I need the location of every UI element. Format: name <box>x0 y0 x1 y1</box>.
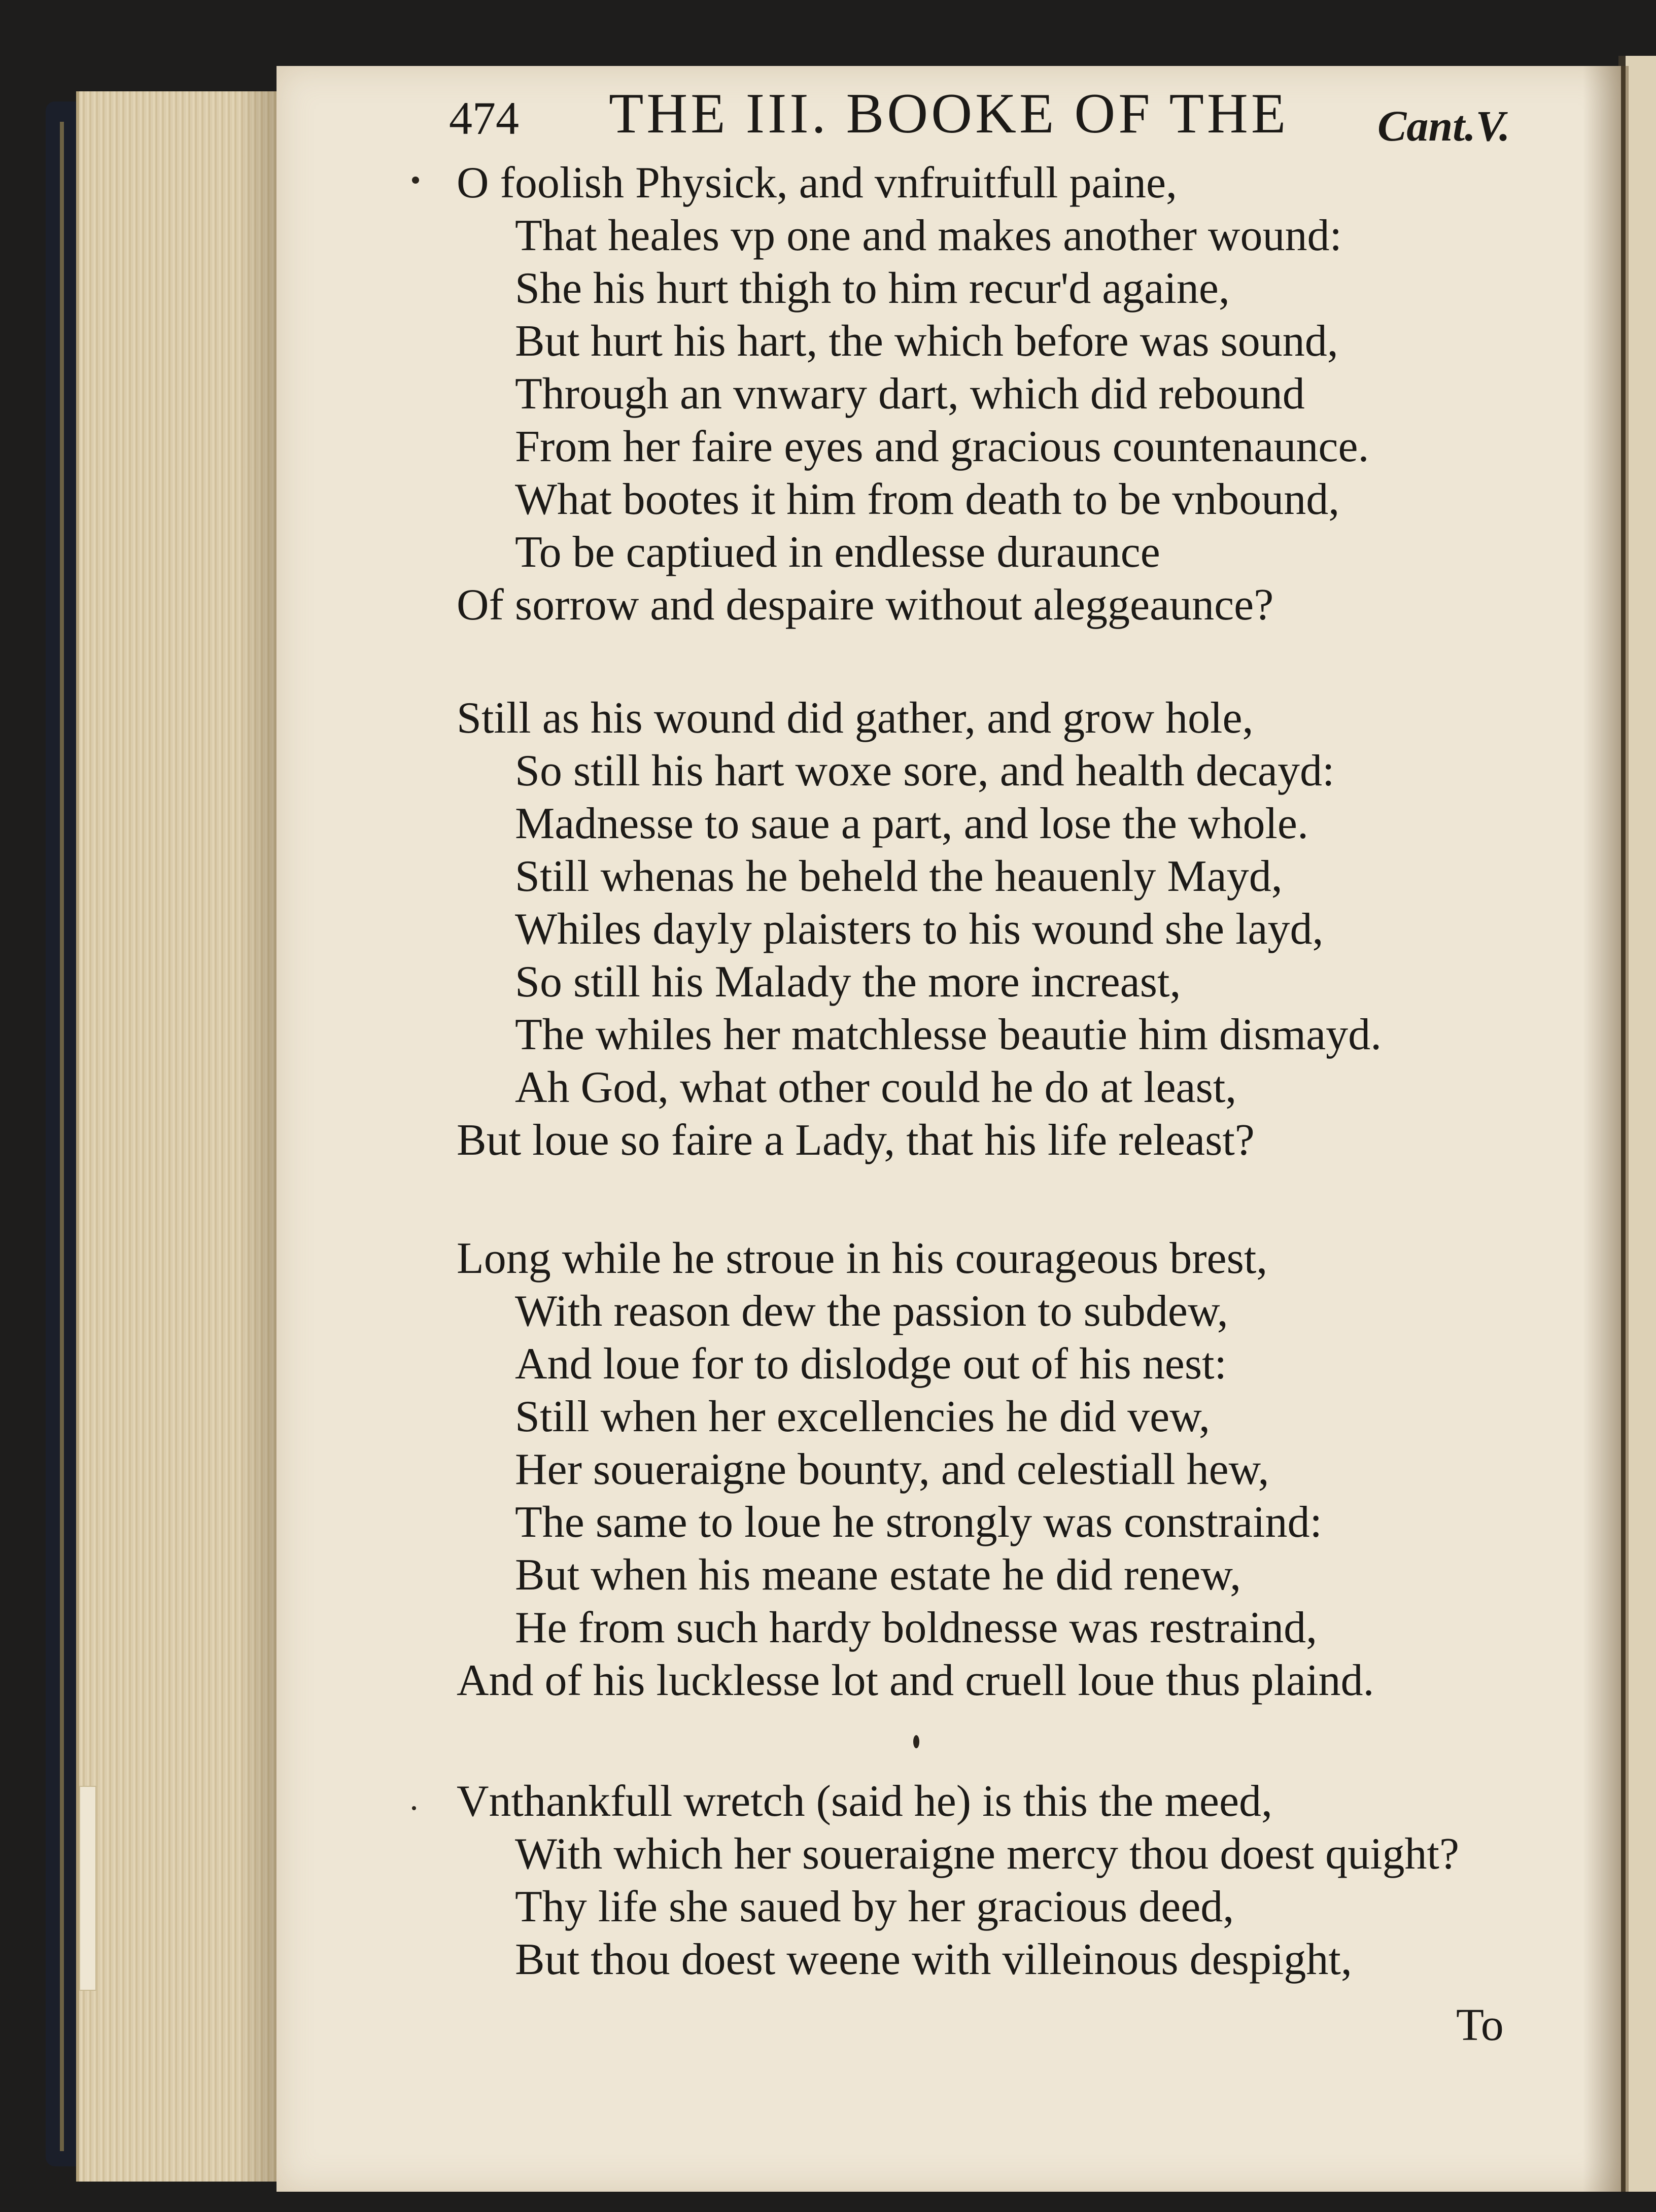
verse-line: But loue so faire a Lady, that his life releast? <box>457 1116 1255 1165</box>
verse-line: To be captiued in endlesse duraunce <box>515 528 1160 577</box>
verse-line: Thy life she saued by her gracious deed, <box>515 1882 1234 1931</box>
verse-line: Madnesse to saue a part, and lose the whole. <box>515 799 1308 848</box>
ink-speck <box>913 1735 919 1748</box>
verse-line: Through an vnwary dart, which did rebound <box>515 369 1305 419</box>
verse-line: O foolish Physick, and vnfruitfull paine, <box>457 158 1178 208</box>
verse-line: She his hurt thigh to him recur'd againe, <box>515 264 1230 313</box>
verse-line: The same to loue he strongly was constraind: <box>515 1498 1322 1547</box>
verse-line: So still his Malady the more increast, <box>515 957 1181 1007</box>
verse-line: But hurt his hart, the which before was sound, <box>515 317 1338 366</box>
verse-line: Still as his wound did gather, and grow hole, <box>457 694 1254 743</box>
verse-line: The whiles her matchlesse beautie him dismayd. <box>515 1010 1382 1059</box>
verse-line: Still when her excellencies he did vew, <box>515 1392 1211 1441</box>
verse-line: And loue for to dislodge out of his nest: <box>515 1339 1227 1389</box>
ink-speck <box>412 1806 416 1810</box>
verse-line: Of sorrow and despaire without aleggeaunce? <box>457 580 1274 630</box>
verse-line: From her faire eyes and gracious countenaunce. <box>515 422 1369 471</box>
verse-line: Whiles dayly plaisters to his wound she layd, <box>515 905 1324 954</box>
verse-line: But thou doest weene with villeinous despight, <box>515 1935 1352 1984</box>
gilt-edge-line <box>60 122 64 2151</box>
verse-line: With which her soueraigne mercy thou doest quight? <box>515 1829 1460 1879</box>
verse-line: But when his meane estate he did renew, <box>515 1550 1241 1600</box>
page-header <box>449 76 1540 150</box>
verse-line: So still his hart woxe sore, and health decayd: <box>515 746 1335 796</box>
verse-line: Long while he stroue in his courageous brest, <box>457 1234 1268 1283</box>
verse-line: That heales vp one and makes another wound: <box>515 211 1342 260</box>
verse-line: He from such hardy boldnesse was restraind, <box>515 1603 1318 1652</box>
verse-line: Vnthankfull wretch (said he) is this the meed, <box>457 1777 1273 1826</box>
page-gutter-shadow <box>1583 66 1629 2192</box>
verse-text <box>457 157 1573 2045</box>
running-head: THE III. BOOKE OF THE <box>609 82 1289 145</box>
verse-line: With reason dew the passion to subdew, <box>515 1287 1228 1336</box>
page-marker-strip <box>79 1786 96 1991</box>
verse-line: What bootes it him from death to be vnbound, <box>515 475 1340 524</box>
verse-line: And of his lucklesse lot and cruell loue thus plaind. <box>457 1656 1374 1705</box>
canto-mark: Cant.V. <box>1377 101 1510 150</box>
verse-line: Her soueraigne bounty, and celestiall hew, <box>515 1445 1269 1494</box>
catchword: To <box>1456 2000 1504 2050</box>
verse-line: Still whenas he beheld the heauenly Mayd, <box>515 852 1283 901</box>
page-number: 474 <box>449 92 519 144</box>
verse-line: Ah God, what other could he do at least, <box>515 1063 1237 1112</box>
ink-speck <box>412 177 419 184</box>
